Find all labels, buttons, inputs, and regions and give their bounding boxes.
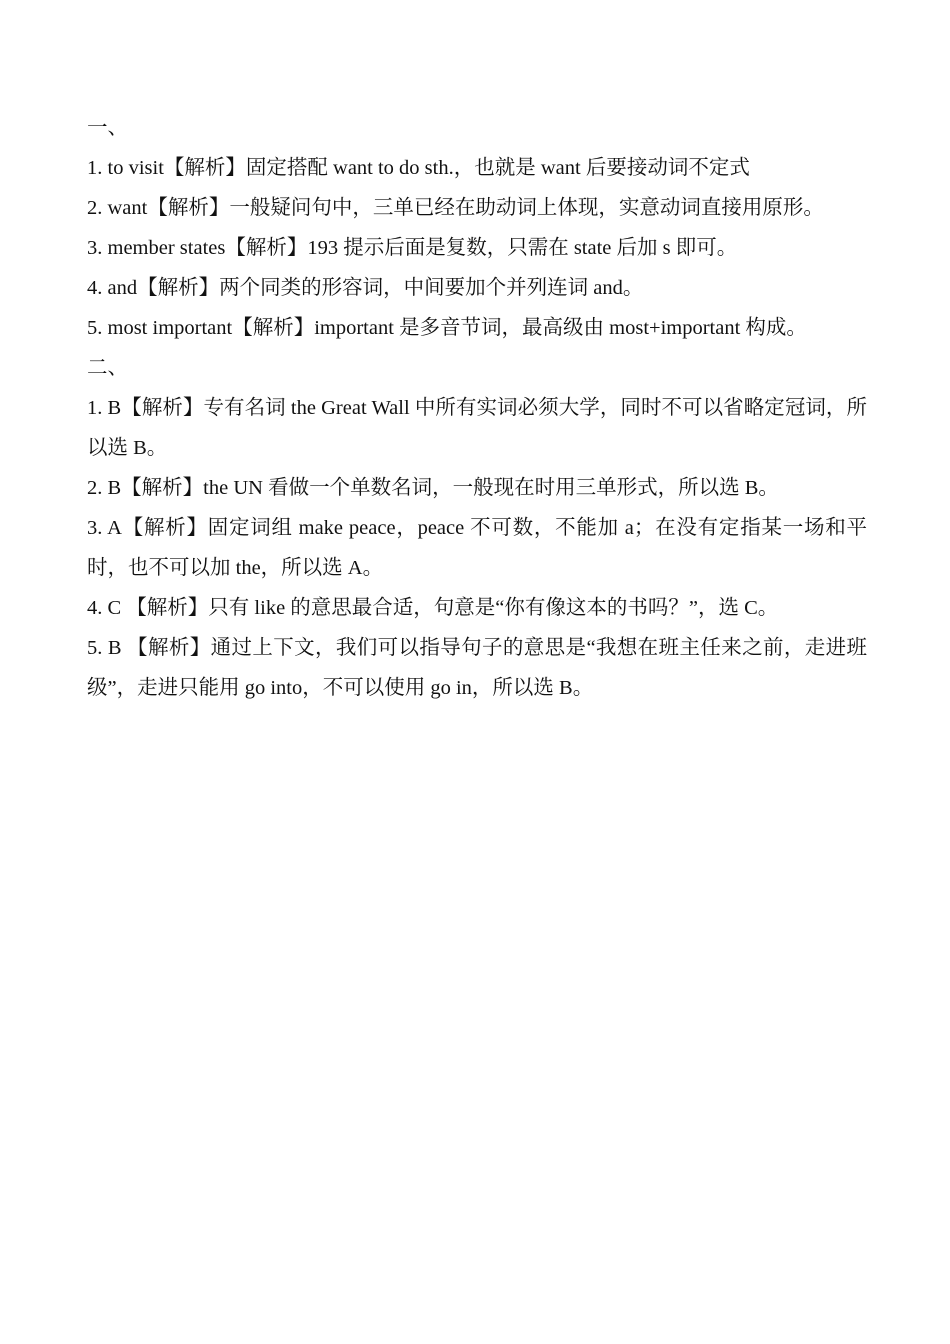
- section-heading-two: 二、: [87, 357, 128, 379]
- answer-item: 4. and【解析】两个同类的形容词，中间要加个并列连词 and。: [87, 277, 644, 299]
- answer-item: 4. C 【解析】只有 like 的意思最合适，句意是“你有像这本的书吗？”，选 C。: [87, 597, 779, 619]
- answer-key-content: [87, 108, 867, 708]
- answer-item: 1. to visit【解析】固定搭配 want to do sth.，也就是 want 后要接动词不定式: [87, 157, 750, 179]
- answer-item: 2. want【解析】一般疑问句中，三单已经在助动词上体现，实意动词直接用原形。: [87, 197, 824, 219]
- answer-item: 5. B 【解析】通过上下文，我们可以指导句子的意思是“我想在班主任来之前，走进班级”，走进只能用 go into，不可以使用 go in，所以选 B。: [87, 637, 867, 699]
- answer-item: 1. B【解析】专有名词 the Great Wall 中所有实词必须大学，同时不可以省略定冠词，所以选 B。: [87, 397, 867, 459]
- answer-item: 5. most important【解析】important 是多音节词，最高级由 most+important 构成。: [87, 317, 807, 339]
- answer-item: 2. B【解析】the UN 看做一个单数名词，一般现在时用三单形式，所以选 B。: [87, 477, 779, 499]
- section-heading-one: 一、: [87, 117, 128, 139]
- answer-item: 3. A【解析】固定词组 make peace，peace 不可数，不能加 a；在没有定指某一场和平时，也不可以加 the，所以选 A。: [87, 517, 867, 579]
- answer-item: 3. member states【解析】193 提示后面是复数，只需在 state 后加 s 即可。: [87, 237, 738, 259]
